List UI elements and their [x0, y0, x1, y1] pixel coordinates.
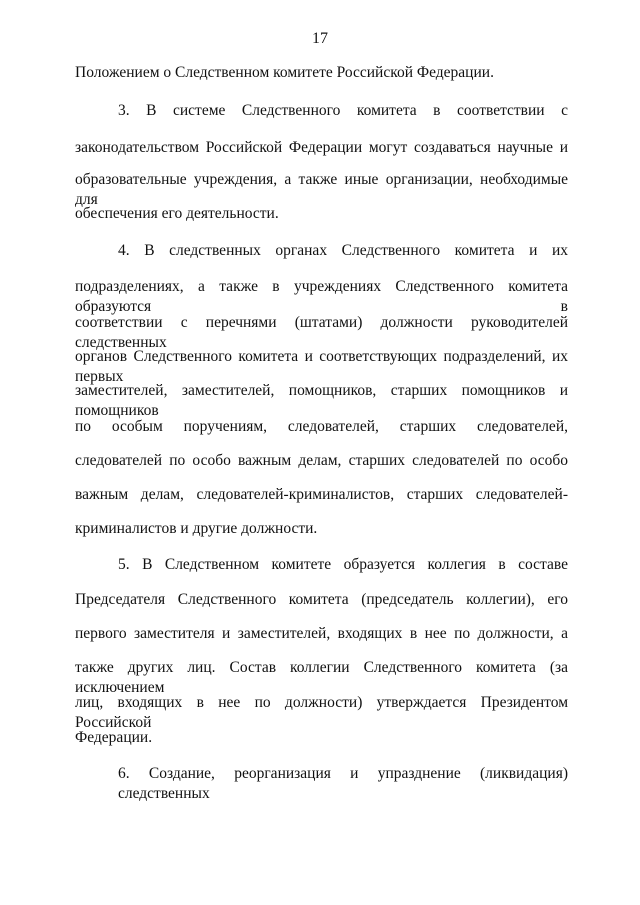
- text-line: обеспечения его деятельности.: [75, 205, 279, 222]
- text-line: по особым поручениям, следователей, старших следователей,: [75, 418, 568, 435]
- text-line: законодательством Российской Федерации могут создаваться научные и: [75, 139, 568, 156]
- text-line: соответствии с перечнями (штатами) должности руководителей следственных: [75, 314, 568, 351]
- text-line: Положением о Следственном комитете Российской Федерации.: [75, 64, 494, 81]
- text-line: первого заместителя и заместителей, входящих в нее по должности, а: [75, 625, 568, 642]
- text-line: следователей по особо важным делам, старших следователей по особо: [75, 452, 568, 469]
- text-line: 5. В Следственном комитете образуется коллегия в составе: [118, 556, 568, 573]
- text-line: важным делам, следователей-криминалистов, старших следователей-: [75, 486, 568, 503]
- text-line: Федерации.: [75, 729, 153, 746]
- text-line: подразделениях, а также в учреждениях Следственного комитета образуются в: [75, 278, 568, 315]
- text-line: органов Следственного комитета и соответствующих подразделений, их первых: [75, 348, 568, 385]
- text-line: образовательные учреждения, а также иные организации, необходимые для: [75, 171, 568, 208]
- text-line: заместителей, заместителей, помощников, старших помощников и помощников: [75, 382, 568, 419]
- text-line: 3. В системе Следственного комитета в соответствии с: [118, 102, 568, 119]
- text-line: Председателя Следственного комитета (председатель коллегии), его: [75, 591, 568, 608]
- text-line: криминалистов и другие должности.: [75, 520, 318, 537]
- text-line: 6. Создание, реорганизация и упразднение (ликвидация) следственных: [118, 765, 568, 802]
- page-number: 17: [312, 30, 328, 47]
- text-line: лиц, входящих в нее по должности) утверждается Президентом Российской: [75, 694, 568, 731]
- text-line: 4. В следственных органах Следственного комитета и их: [118, 242, 568, 259]
- text-line: также других лиц. Состав коллегии Следственного комитета (за исключением: [75, 659, 568, 696]
